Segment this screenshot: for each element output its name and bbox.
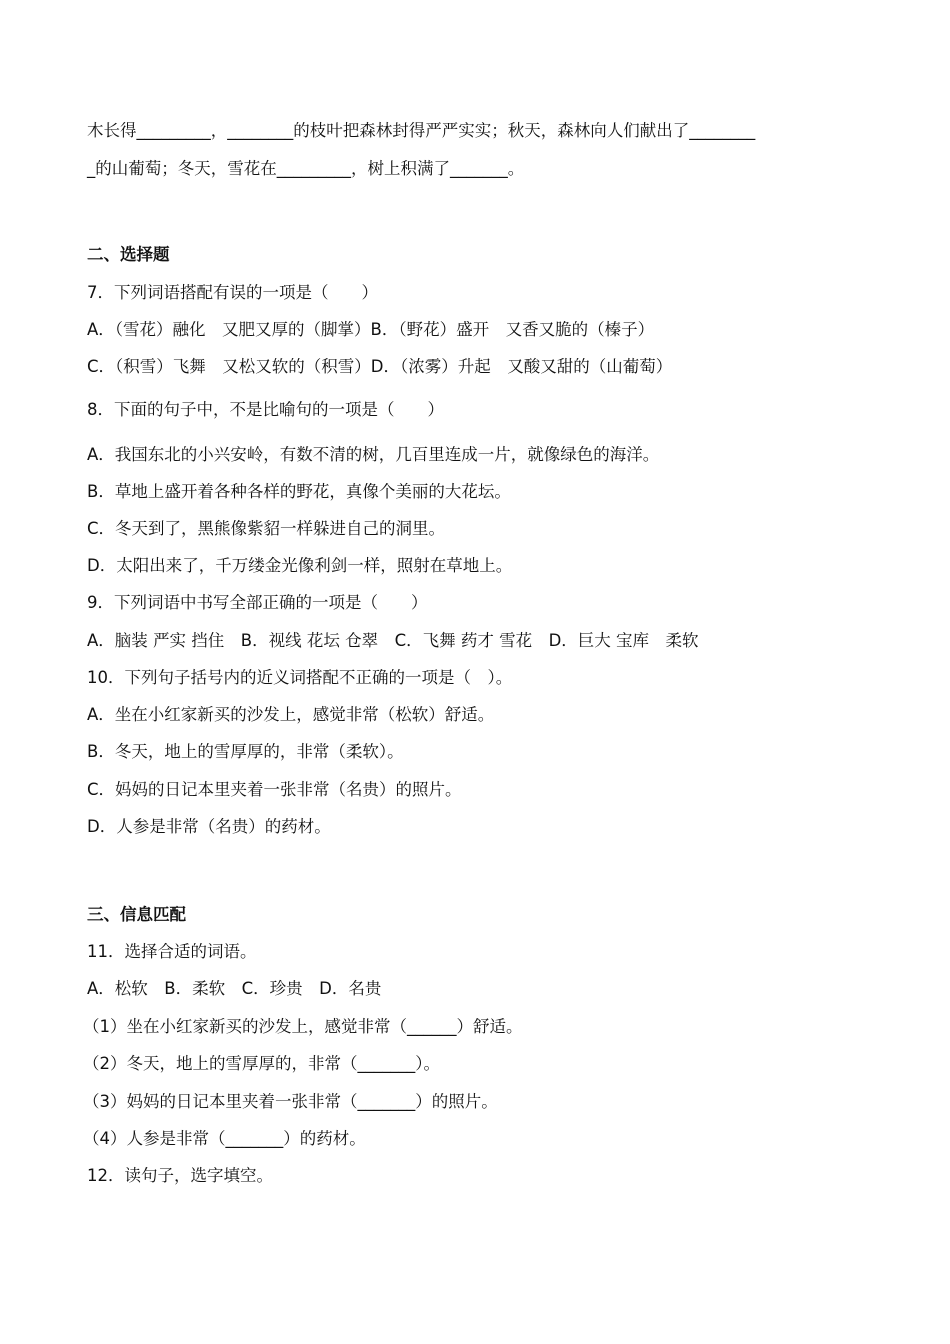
q11-blank-1: （1）坐在小红家新买的沙发上，感觉非常（______）舒适。 xyxy=(83,1017,523,1036)
q9-options: A．脑装 严实 挡住 B．视线 花坛 仓翠 C．飞舞 药才 雪花 D．巨大 宝库 柔软 xyxy=(87,631,699,650)
section-heading-matching: 三、信息匹配 xyxy=(87,905,186,924)
q10-option-b: B．冬天，地上的雪厚厚的，非常（柔软）。 xyxy=(87,742,404,761)
q8-option-c: C．冬天到了，黑熊像紫貂一样躲进自己的洞里。 xyxy=(87,519,446,538)
q11-blank-4: （4）人参是非常（_______）的药材。 xyxy=(83,1129,366,1148)
question-10: 10．下列句子括号内的近义词搭配不正确的一项是（ ）。 xyxy=(87,668,513,687)
q11-blank-3: （3）妈妈的日记本里夹着一张非常（_______）的照片。 xyxy=(83,1092,498,1111)
q10-option-d: D．人参是非常（名贵）的药材。 xyxy=(87,817,331,836)
q7-options-ab: A．（雪花）融化 又肥又厚的（脚掌）B．（野花）盛开 又香又脆的（榛子） xyxy=(87,320,655,339)
q7-options-cd: C．（积雪）飞舞 又松又软的（积雪）D．（浓雾）升起 又酸又甜的（山葡萄） xyxy=(87,357,673,376)
q11-word-bank: A．松软 B．柔软 C．珍贵 D．名贵 xyxy=(87,979,382,998)
q10-option-c: C．妈妈的日记本里夹着一张非常（名贵）的照片。 xyxy=(87,780,462,799)
question-9: 9．下列词语中书写全部正确的一项是（ ） xyxy=(87,593,428,612)
q8-option-d: D．太阳出来了，千万缕金光像利剑一样，照射在草地上。 xyxy=(87,556,513,575)
line-1: 木长得_________，________的枝叶把森林封得严严实实；秋天，森林向人们献出了________ xyxy=(87,121,756,140)
q11-blank-2: （2）冬天，地上的雪厚厚的，非常（_______）。 xyxy=(83,1054,440,1073)
q8-option-a: A．我国东北的小兴安岭，有数不清的树，几百里连成一片，就像绿色的海洋。 xyxy=(87,445,660,464)
q8-option-b: B．草地上盛开着各种各样的野花，真像个美丽的大花坛。 xyxy=(87,482,511,501)
question-11: 11．选择合适的词语。 xyxy=(87,942,257,961)
section-heading-choice: 二、选择题 xyxy=(87,245,170,264)
question-12: 12．读句子，选字填空。 xyxy=(87,1166,273,1185)
question-8: 8．下面的句子中，不是比喻句的一项是（ ） xyxy=(87,400,444,419)
question-7: 7．下列词语搭配有误的一项是（ ） xyxy=(87,283,378,302)
line-2: _的山葡萄；冬天，雪花在_________，树上积满了_______。 xyxy=(87,159,525,178)
q10-option-a: A．坐在小红家新买的沙发上，感觉非常（松软）舒适。 xyxy=(87,705,495,724)
